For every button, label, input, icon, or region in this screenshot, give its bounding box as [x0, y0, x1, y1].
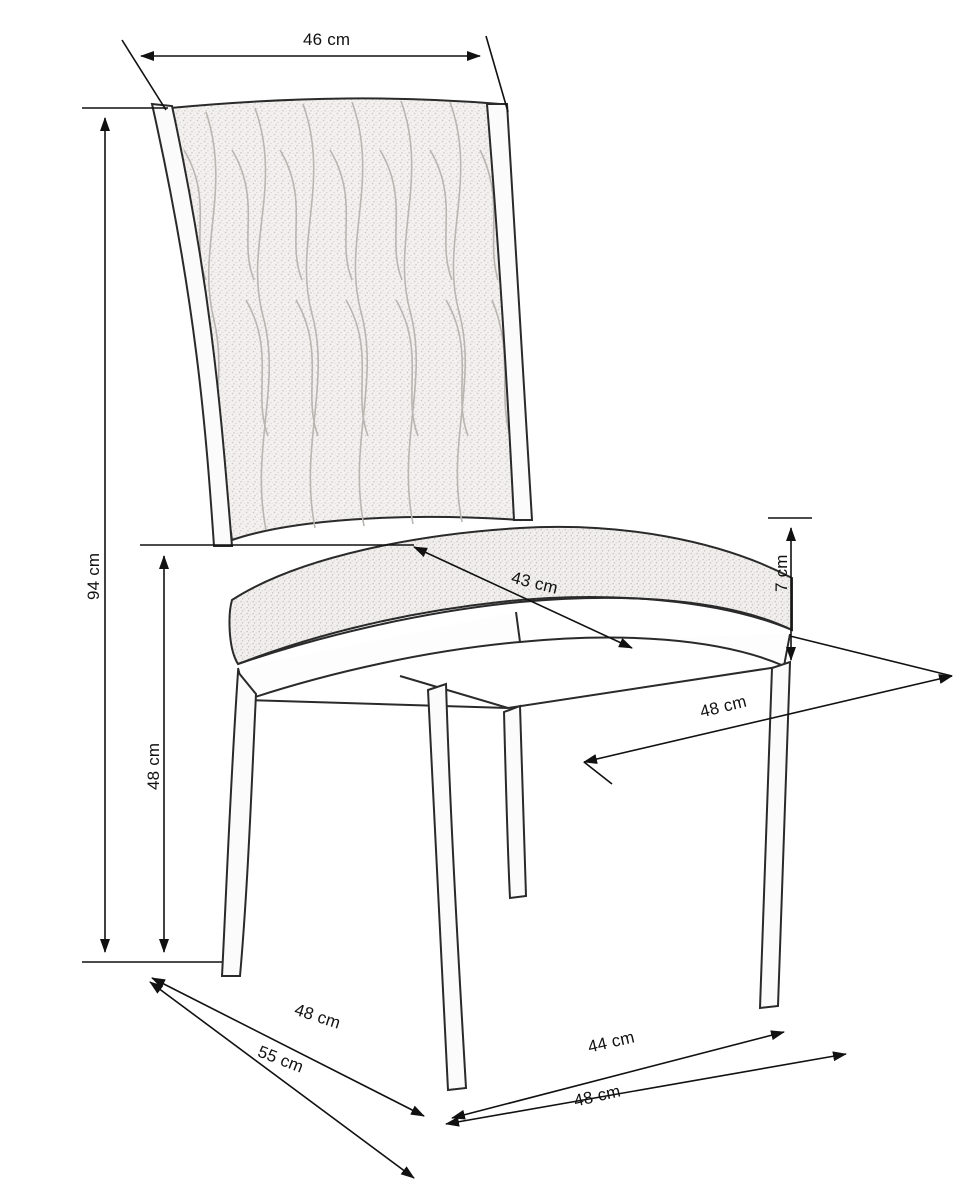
leg-front-right [428, 684, 466, 1090]
ext-line-46-left [122, 40, 166, 110]
label-backrest-width: 46 cm [303, 30, 351, 49]
label-leg-span-front: 44 cm [586, 1027, 637, 1057]
label-seat-thickness: 7 cm [772, 554, 791, 592]
seat-frame-cross-2 [246, 700, 508, 708]
leg-front-left [222, 672, 256, 976]
chair-illustration [152, 98, 792, 1090]
dim-line-48-bottom [446, 1054, 846, 1124]
ext-line-48-right-b [790, 636, 952, 676]
label-overall-depth: 55 cm [255, 1042, 307, 1077]
label-seat-overall-depth: 48 cm [698, 691, 749, 722]
label-total-height: 94 cm [84, 552, 103, 600]
label-overall-width-base: 48 cm [572, 1081, 623, 1111]
label-seat-depth: 43 cm [509, 568, 560, 598]
leg-back-right [760, 662, 790, 1008]
label-frame-depth: 48 cm [292, 1000, 343, 1033]
dim-line-55 [150, 982, 414, 1178]
ext-line-48-right-a [584, 762, 612, 784]
label-seat-height: 48 cm [144, 742, 163, 790]
dim-line-48-bottomleft [152, 978, 424, 1116]
ext-line-46-right [486, 36, 508, 112]
seat-frame-side-rail [520, 634, 790, 666]
leg-back-middle [504, 706, 526, 898]
